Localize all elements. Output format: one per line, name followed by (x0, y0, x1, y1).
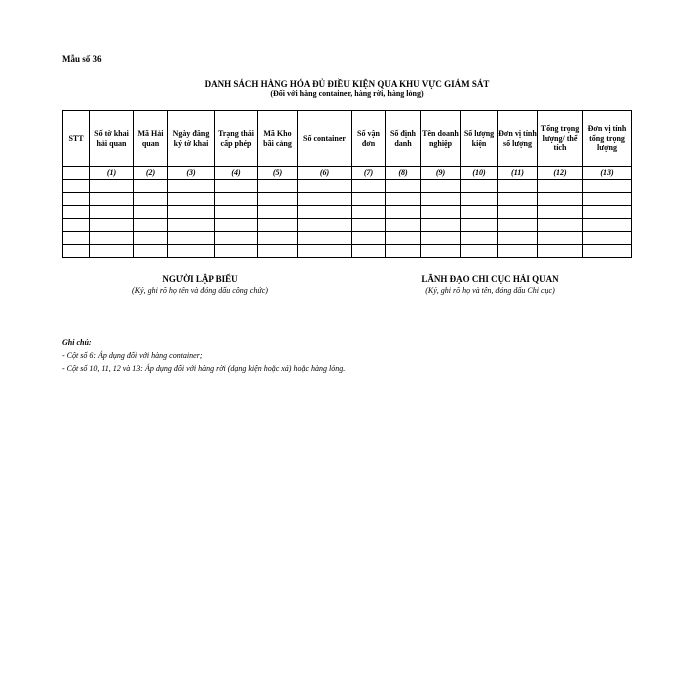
table-cell (461, 219, 498, 232)
table-cell (583, 206, 632, 219)
table-cell (386, 219, 421, 232)
column-number: (8) (386, 167, 421, 180)
table-cell (583, 219, 632, 232)
table-cell (538, 180, 583, 193)
form-code: Mẫu số 36 (62, 54, 102, 64)
header-cell: Số lượng kiện (461, 111, 498, 167)
table-cell (298, 193, 352, 206)
column-number: (2) (134, 167, 168, 180)
table-cell (134, 193, 168, 206)
table-cell (498, 193, 538, 206)
table-cell (168, 180, 215, 193)
director-instruction: (Ký, ghi rõ họ và tên, đóng dấu Chi cục) (425, 286, 555, 295)
column-number: (9) (421, 167, 461, 180)
table-cell (298, 180, 352, 193)
header-cell: Số tờ khai hải quan (90, 111, 134, 167)
header-cell: STT (63, 111, 90, 167)
table-cell (63, 245, 90, 258)
table-cell (461, 245, 498, 258)
table-cell (258, 206, 298, 219)
notes-heading: Ghi chú: (62, 338, 92, 347)
table-row (63, 193, 632, 206)
table-cell (421, 245, 461, 258)
table-cell (215, 193, 258, 206)
table-cell (352, 219, 386, 232)
header-cell: Số định danh (386, 111, 421, 167)
header-row (63, 111, 632, 167)
column-number: (5) (258, 167, 298, 180)
table-cell (298, 232, 352, 245)
table-cell (134, 206, 168, 219)
table-cell (215, 206, 258, 219)
table-cell (538, 245, 583, 258)
column-number: (13) (583, 167, 632, 180)
table-row (63, 219, 632, 232)
preparer-role: NGƯỜI LẬP BIỂU (162, 274, 238, 284)
note-item: - Cột số 10, 11, 12 và 13: Áp dụng đối với hàng rời (dạng kiện hoặc xá) hoặc hàng lỏng. (62, 364, 346, 373)
table-cell (298, 219, 352, 232)
table-cell (352, 180, 386, 193)
table-cell (215, 219, 258, 232)
director-role: LÃNH ĐẠO CHI CỤC HẢI QUAN (421, 274, 559, 284)
table-cell (498, 232, 538, 245)
table-cell (134, 219, 168, 232)
table-cell (538, 232, 583, 245)
table-cell (421, 180, 461, 193)
table-cell (421, 232, 461, 245)
table-cell (386, 180, 421, 193)
table-cell (258, 193, 298, 206)
table-cell (134, 232, 168, 245)
column-number: (10) (461, 167, 498, 180)
table-cell (498, 180, 538, 193)
table-cell (90, 206, 134, 219)
table-cell (583, 180, 632, 193)
document-title: DANH SÁCH HÀNG HÓA ĐỦ ĐIỀU KIỆN QUA KHU VỰC GIÁM SÁT (204, 79, 490, 89)
table-cell (63, 180, 90, 193)
table-cell (421, 219, 461, 232)
table-cell (386, 206, 421, 219)
note-item: - Cột số 6: Áp dụng đối với hàng container; (62, 351, 203, 360)
table-cell (90, 232, 134, 245)
column-number: (1) (90, 167, 134, 180)
goods-list-table (62, 110, 632, 258)
table-row (63, 206, 632, 219)
table-cell (538, 206, 583, 219)
table-cell (258, 245, 298, 258)
table-cell (258, 232, 298, 245)
table-cell (134, 180, 168, 193)
column-number: (4) (215, 167, 258, 180)
table-cell (352, 193, 386, 206)
table-cell (258, 219, 298, 232)
table-cell (63, 232, 90, 245)
preparer-signature-block (100, 274, 300, 296)
table-cell (498, 245, 538, 258)
notes-section (62, 336, 345, 375)
table-cell (90, 219, 134, 232)
column-number: (11) (498, 167, 538, 180)
table-cell (90, 193, 134, 206)
column-number-row (63, 167, 632, 180)
table-cell (215, 180, 258, 193)
header-cell: Số vận đơn (352, 111, 386, 167)
header-cell: Đơn vị tính tổng trọng lượng (583, 111, 632, 167)
column-number: (6) (298, 167, 352, 180)
table-cell (90, 245, 134, 258)
table-cell (386, 245, 421, 258)
table-cell (90, 180, 134, 193)
column-number: (7) (352, 167, 386, 180)
table-cell (352, 232, 386, 245)
column-number: (12) (538, 167, 583, 180)
table-cell (215, 232, 258, 245)
table-cell (386, 232, 421, 245)
table-row (63, 245, 632, 258)
table-cell (258, 180, 298, 193)
table-cell (352, 206, 386, 219)
table-cell (583, 245, 632, 258)
column-number (63, 167, 90, 180)
table-cell (583, 193, 632, 206)
director-signature-block (390, 274, 590, 296)
table-cell (168, 245, 215, 258)
table-cell (461, 206, 498, 219)
table-cell (215, 245, 258, 258)
table-cell (168, 206, 215, 219)
table-cell (168, 232, 215, 245)
table-cell (386, 193, 421, 206)
table-cell (498, 219, 538, 232)
header-cell: Mã Hải quan (134, 111, 168, 167)
table-cell (498, 206, 538, 219)
table-cell (63, 193, 90, 206)
table-cell (63, 206, 90, 219)
table-row (63, 180, 632, 193)
table-cell (134, 245, 168, 258)
header-cell: Ngày đăng ký tờ khai (168, 111, 215, 167)
table-cell (583, 232, 632, 245)
table-cell (421, 193, 461, 206)
table-row (63, 232, 632, 245)
header-cell: Đơn vị tính số lượng (498, 111, 538, 167)
table-cell (538, 219, 583, 232)
header-cell: Mã Kho bãi cảng (258, 111, 298, 167)
table-cell (461, 193, 498, 206)
table-cell (461, 180, 498, 193)
table-cell (461, 232, 498, 245)
table-cell (168, 219, 215, 232)
table-cell (421, 206, 461, 219)
table-cell (298, 245, 352, 258)
header-cell: Tổng trọng lượng/ thể tích (538, 111, 583, 167)
preparer-instruction: (Ký, ghi rõ họ tên và đóng dấu công chức) (132, 286, 268, 295)
header-cell: Tên doanh nghiệp (421, 111, 461, 167)
table-cell (63, 219, 90, 232)
table-cell (168, 193, 215, 206)
document-subtitle: (Đối với hàng container, hàng rời, hàng lỏng) (270, 89, 424, 98)
table-cell (538, 193, 583, 206)
column-number: (3) (168, 167, 215, 180)
header-cell: Số container (298, 111, 352, 167)
header-cell: Trạng thái cấp phép (215, 111, 258, 167)
table-cell (298, 206, 352, 219)
table-cell (352, 245, 386, 258)
